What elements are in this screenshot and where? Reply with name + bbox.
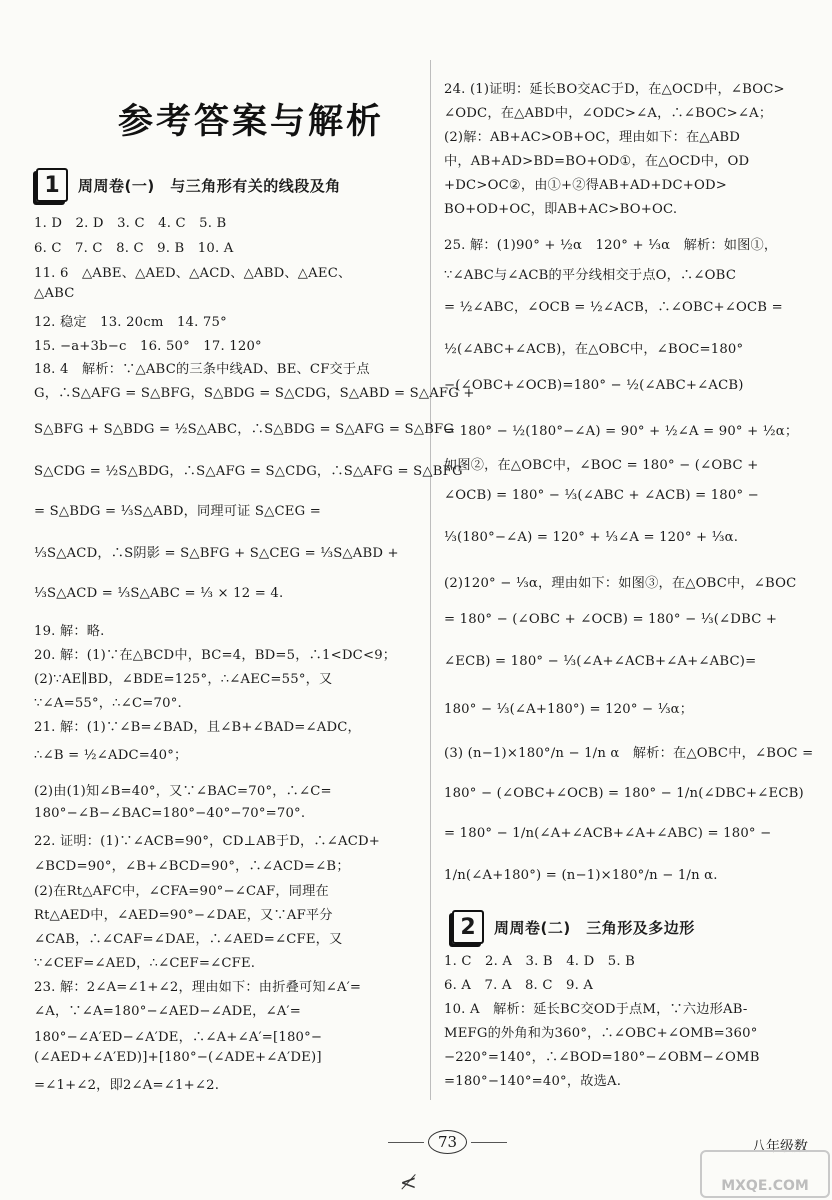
left-line: 6. C 7. C 8. C 9. B 10. A [34,241,234,256]
right-line: 25. 解：(1)90° + ½α 120° + ⅓α 解析：如图①， [444,238,778,253]
right-line: = 180° − (∠OBC + ∠OCB) = 180° − ⅓(∠DBC + [444,612,778,627]
left-line: 1. D 2. D 3. C 4. C 5. B [34,216,227,231]
page-title: 参考答案与解析 [118,102,385,142]
section-1-header [36,168,341,202]
right-line: 1/n(∠A+180°) = (n−1)×180°/n − 1/n α. [444,868,718,883]
left-line: =∠1+∠2，即2∠A=∠1+∠2. [34,1078,220,1093]
right-line: 180° − ⅓(∠A+180°) = 120° − ⅓α； [444,702,694,717]
right-line: 1. C 2. A 3. B 4. D 5. B [444,954,635,969]
left-line: 12. 稳定 13. 20cm 14. 75° [34,315,227,330]
left-line: (∠AED+∠A′ED)]+[180°−(∠ADE+∠A′DE)] [34,1050,322,1065]
left-line: 20. 解：(1)∵在△BCD中，BC=4，BD=5，∴1<DC<9； [34,648,397,663]
left-line: ∵∠CEF=∠AED，∴∠CEF=∠CFE. [34,956,256,971]
ornament-right-icon [471,1142,507,1143]
left-line: S△CDG = ½S△BDG，∴S△AFG = S△CDG，∴S△AFG = S△BFG [34,464,463,479]
ornament-left-icon [388,1142,424,1143]
right-line: (2)120° − ⅓α，理由如下：如图③，在△OBC中，∠BOC [444,576,797,591]
right-line: (2)解：AB+AC>OB+OC，理由如下：在△ABD [444,130,741,145]
left-line: (2)∵AE∥BD，∠BDE=125°，∴∠AEC=55°，又 [34,672,333,687]
corner-mark: ≮ [400,1170,417,1194]
left-line: ∠A，∵∠A=180°−∠AED−∠ADE，∠A′= [34,1004,301,1019]
right-line: −(∠OBC+∠OCB)=180° − ½(∠ABC+∠ACB) [444,378,744,393]
watermark-logo: MXQE.COM [700,1150,830,1198]
left-line: ∠BCD=90°，∠B+∠BCD=90°，∴∠ACD=∠B； [34,859,350,874]
right-line: BO+OD+OC，即AB+AC>BO+OC. [444,202,678,217]
left-line: 180°−∠A′ED−∠A′DE，∴∠A+∠A′=[180°− [34,1030,323,1045]
right-line: = 180° − 1/n(∠A+∠ACB+∠A+∠ABC) = 180° − [444,826,772,841]
left-line: G，∴S△AFG = S△BFG，S△BDG = S△CDG，S△ABD = S△AFG + [34,386,475,401]
left-line: (2)由(1)知∠B=40°，又∵∠BAC=70°，∴∠C= [34,784,332,799]
left-line: ∠CAB，∴∠CAF=∠DAE，∴∠AED=∠CFE，又 [34,932,343,947]
left-line: Rt△AED中，∠AED=90°−∠DAE，又∵AF平分 [34,908,333,923]
right-line: 10. A 解析：延长BC交OD于点M，∵六边形AB- [444,1002,748,1017]
page-number: 73 [428,1130,467,1154]
right-line: = 180° − ½(180°−∠A) = 90° + ½∠A = 90° + ½α； [444,424,799,439]
section-2-badge: 2 [452,910,484,944]
right-line: 180° − (∠OBC+∠OCB) = 180° − 1/n(∠DBC+∠ECB) [444,786,804,801]
right-line: MEFG的外角和为360°，∴∠OBC+∠OMB=360° [444,1026,758,1041]
right-line: ⅓(180°−∠A) = 120° + ⅓∠A = 120° + ⅓α. [444,530,739,545]
right-line: −220°=140°，∴∠BOD=180°−∠OBM−∠OMB [444,1050,760,1065]
left-line: ⅓S△ACD = ⅓S△ABC = ⅓ × 12 = 4. [34,586,284,601]
right-line: ∵∠ABC与∠ACB的平分线相交于点O，∴∠OBC [444,268,737,283]
column-divider [430,60,431,1100]
section-2-title: 周周卷(二) 三角形及多边形 [494,918,695,937]
left-line: 11. 6 △ABE、△AED、△ACD、△ABD、△AEC、 [34,266,352,281]
left-line: ∴∠B = ½∠ADC=40°； [34,748,188,763]
right-line: 6. A 7. A 8. C 9. A [444,978,594,993]
grade-label: 八年级数 [752,1139,808,1155]
section-2-header [452,910,695,944]
right-line: =180°−140°=40°，故选A. [444,1074,622,1089]
right-line: 24. (1)证明：延长BO交AC于D，在△OCD中，∠BOC> [444,82,785,97]
left-line: S△BFG + S△BDG = ½S△ABC，∴S△BDG = S△AFG = S△BFG [34,422,455,437]
page-number-footer [384,1130,511,1154]
right-line: 如图②，在△OBC中，∠BOC = 180° − (∠OBC + [444,458,759,473]
left-line: 23. 解：2∠A=∠1+∠2，理由如下：由折叠可知∠A′= [34,980,362,995]
left-line: 15. −a+3b−c 16. 50° 17. 120° [34,339,262,354]
right-line: +DC>OC②，由①+②得AB+AD+DC+OD> [444,178,728,193]
left-line: ⅓S△ACD，∴S阴影 = S△BFG + S△CEG = ⅓S△ABD + [34,546,399,561]
section-1-title: 周周卷(一) 与三角形有关的线段及角 [78,176,341,195]
left-line: = S△BDG = ⅓S△ABD，同理可证 S△CEG = [34,504,321,519]
right-line: ∠ODC，在△ABD中，∠ODC>∠A，∴∠BOC>∠A； [444,106,773,121]
section-1-badge: 1 [36,168,68,202]
left-line: 22. 证明：(1)∵∠ACB=90°，CD⊥AB于D，∴∠ACD+ [34,834,381,849]
left-line: (2)在Rt△AFC中，∠CFA=90°−∠CAF，同理在 [34,884,329,899]
left-line: 180°−∠B−∠BAC=180°−40°−70°=70°. [34,806,306,821]
left-line: ∵∠A=55°，∴∠C=70°. [34,696,182,711]
right-line: 中，AB+AD>BD=BO+OD①，在△OCD中，OD [444,154,750,169]
left-line: 21. 解：(1)∵∠B=∠BAD，且∠B+∠BAD=∠ADC， [34,720,361,735]
left-line: 18. 4 解析：∵△ABC的三条中线AD、BE、CF交于点 [34,362,370,377]
left-line: 19. 解：略. [34,624,105,639]
right-line: ∠OCB) = 180° − ⅓(∠ABC + ∠ACB) = 180° − [444,488,759,503]
left-line: △ABC [34,286,75,301]
right-line: ½(∠ABC+∠ACB)，在△OBC中，∠BOC=180° [444,342,744,357]
right-line: ∠ECB) = 180° − ⅓(∠A+∠ACB+∠A+∠ABC)= [444,654,757,669]
right-line: = ½∠ABC，∠OCB = ½∠ACB，∴∠OBC+∠OCB = [444,300,783,315]
right-line: (3) (n−1)×180°/n − 1/n α 解析：在△OBC中，∠BOC = [444,746,814,761]
